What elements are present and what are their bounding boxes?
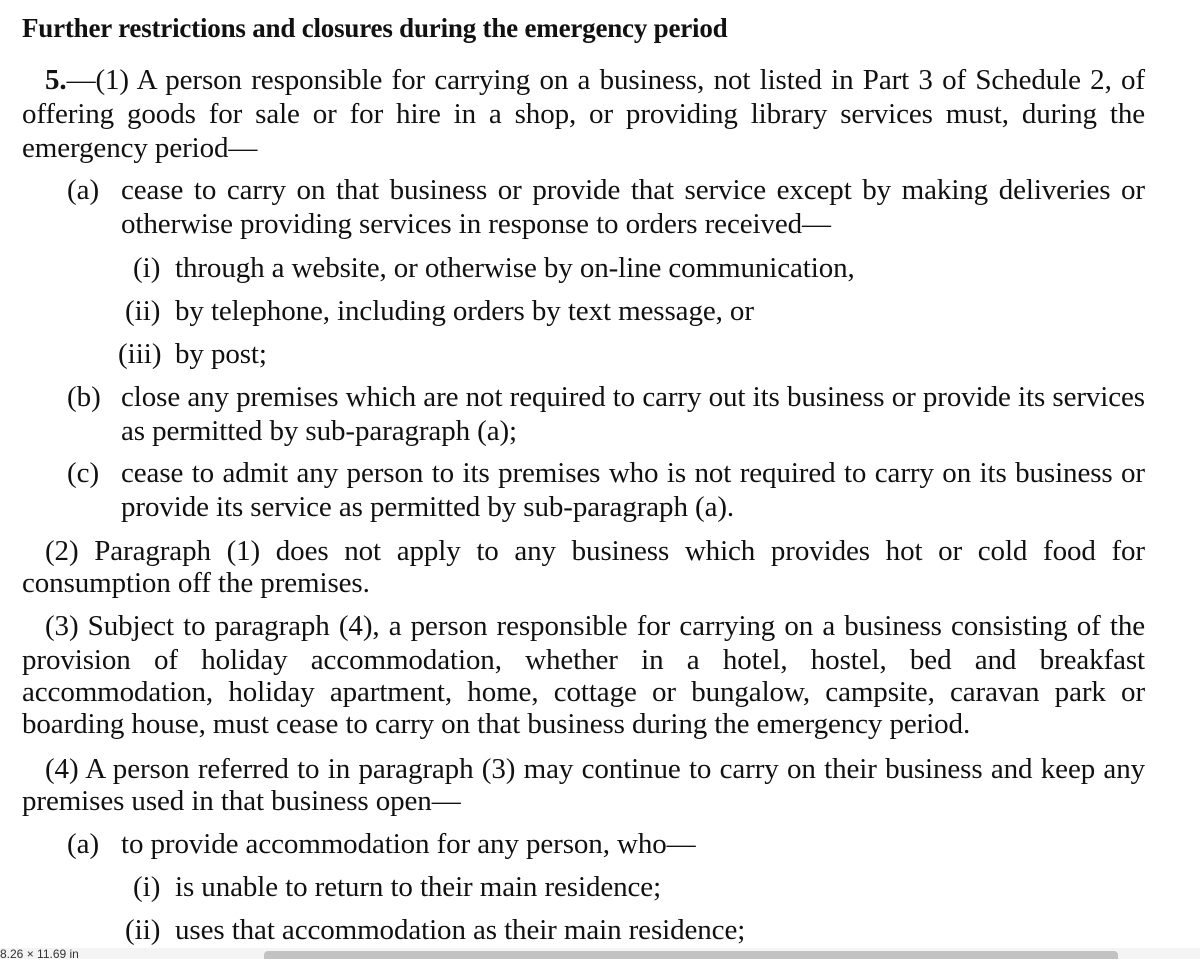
para-1-line-2: offering goods for sale or for hire in a shop, or providing library services must, during the bbox=[22, 98, 1145, 130]
item-iii-text: by post; bbox=[175, 338, 267, 370]
para-4-item-ii-label: (ii) bbox=[125, 914, 161, 946]
section-heading: Further restrictions and closures during the emergency period bbox=[22, 13, 728, 43]
para-4-item-ii-text: uses that accommodation as their main residence; bbox=[175, 914, 746, 946]
para-2-line-2: consumption off the premises. bbox=[22, 567, 370, 599]
subpara-c-label: (c) bbox=[67, 457, 100, 489]
subpara-a-line-2: otherwise providing services in response to orders received— bbox=[121, 208, 831, 240]
para-3-line-2: provision of holiday accommodation, whether in a hotel, hostel, bed and breakfast bbox=[22, 644, 1145, 676]
para-1-line-3: emergency period— bbox=[22, 132, 258, 164]
para-4-subpara-a-label: (a) bbox=[67, 828, 100, 860]
para-1-line-1: 5.—(1) A person responsible for carrying on a business, not listed in Part 3 of Schedule 2, of bbox=[45, 64, 1145, 96]
subpara-c-line-2: provide its service as permitted by sub-paragraph (a). bbox=[121, 491, 735, 523]
page-size-label: 8.26 × 11.69 in bbox=[0, 947, 79, 961]
regulation-number: 5. bbox=[45, 64, 67, 96]
item-iii-label: (iii) bbox=[118, 338, 162, 370]
item-i-text: through a website, or otherwise by on-line communication, bbox=[175, 252, 855, 284]
subpara-a-line-1: cease to carry on that business or provide that service except by making deliveries or bbox=[121, 174, 1145, 206]
subpara-c-line-1: cease to admit any person to its premises who is not required to carry on its business or bbox=[121, 457, 1145, 489]
item-ii-label: (ii) bbox=[125, 295, 161, 327]
item-i-label: (i) bbox=[133, 252, 161, 284]
para-3-line-4: boarding house, must cease to carry on that business during the emergency period. bbox=[22, 708, 971, 740]
horizontal-scrollbar[interactable] bbox=[264, 951, 1118, 959]
para-4-line-1: (4) A person referred to in paragraph (3) may continue to carry on their business and keep any bbox=[45, 753, 1145, 785]
para-3-line-3: accommodation, holiday apartment, home, cottage or bungalow, campsite, caravan park or bbox=[22, 676, 1145, 708]
subpara-b-line-2: as permitted by sub-paragraph (a); bbox=[121, 415, 518, 447]
para-4-subpara-a-text: to provide accommodation for any person, who— bbox=[121, 828, 696, 860]
para-4-line-2: premises used in that business open— bbox=[22, 785, 461, 817]
subpara-b-label: (b) bbox=[67, 381, 101, 413]
subpara-b-line-1: close any premises which are not required to carry out its business or provide its services bbox=[121, 381, 1145, 413]
para-4-item-i-text: is unable to return to their main residence; bbox=[175, 871, 662, 903]
para-3-line-1: (3) Subject to paragraph (4), a person responsible for carrying on a business consisting of the bbox=[45, 610, 1145, 642]
item-ii-text: by telephone, including orders by text message, or bbox=[175, 295, 754, 327]
para-2-line-1: (2) Paragraph (1) does not apply to any business which provides hot or cold food for bbox=[45, 535, 1145, 567]
subpara-a-label: (a) bbox=[67, 174, 100, 206]
para-4-item-i-label: (i) bbox=[133, 871, 161, 903]
